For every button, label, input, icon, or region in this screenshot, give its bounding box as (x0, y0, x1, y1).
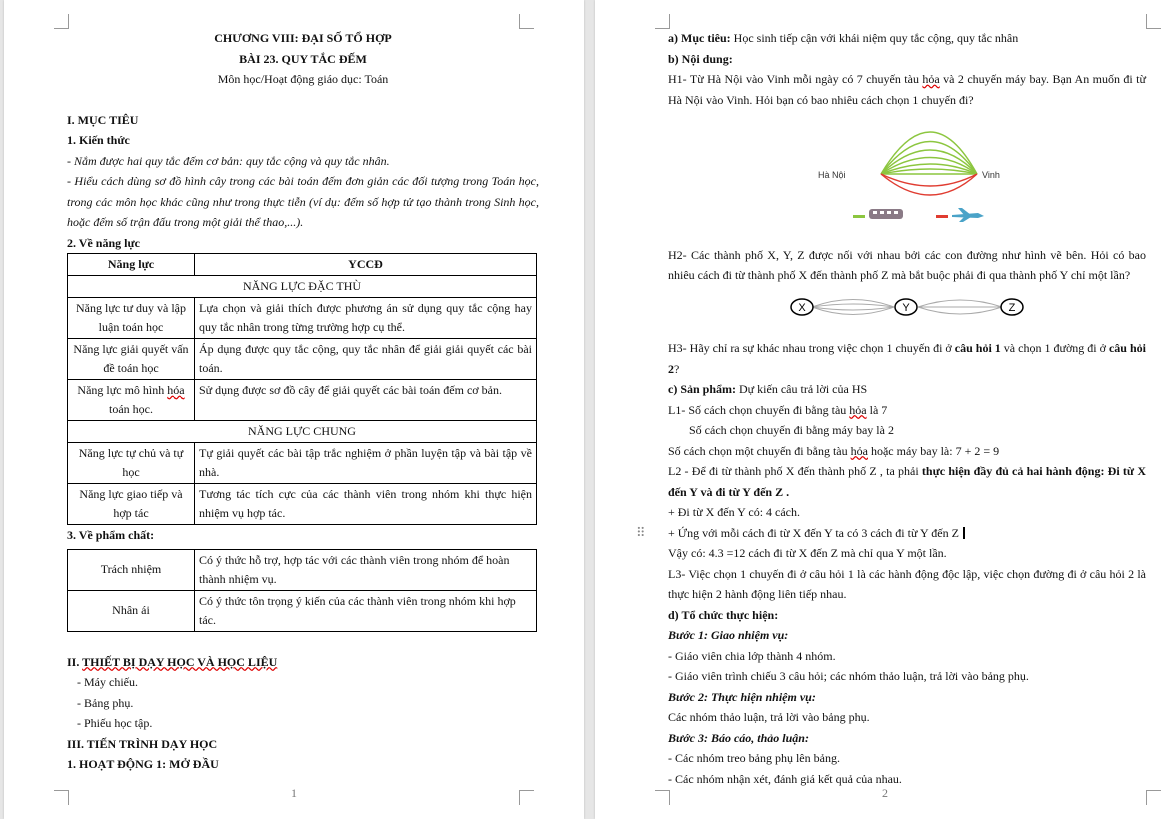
step-3-heading: Bước 3: Báo cáo, thảo luận: (668, 730, 809, 745)
answer-3: L3- Việc chọn 1 chuyến đi ở câu hỏi 1 là các hành động độc lập, việc chọn đường đi ở câu hỏi 2 là thực hiện 2 hành động liên tiếp nhau. (668, 566, 1146, 601)
knowledge-item: - Hiểu cách dùng sơ đồ hình cây trong các bài toán đếm đơn giản các đối tượng trong Toán học, trong các môn học khác cũng như trong thực tiễn (ví dụ: đếm số hợp tử tạo thành trong Sinh học, hoặc đếm số trận đấu trong một giải thể thao,...). (67, 174, 539, 229)
node-label-z: Z (1008, 301, 1016, 314)
competency-requirement: Áp dụng được quy tắc cộng, quy tắc nhân để giải giải quyết các bài toán. (195, 339, 537, 380)
competency-requirement: Tự giải quyết các bài tập trắc nghiệm ở phần luyện tập và bài tập về nhà. (195, 443, 537, 484)
competency-name: Năng lực tư duy và lập luận toán học (68, 298, 195, 339)
roads-x-y (812, 299, 894, 314)
table-group-heading: NĂNG LỰC ĐẶC THÙ (68, 276, 537, 298)
text-run: II. (67, 654, 83, 669)
spelling-flag: hỏa (922, 72, 940, 86)
city-label-vinh: Vinh (982, 170, 1000, 180)
text-run: Số cách chọn một chuyến đi bằng tàu (668, 443, 851, 458)
page-1-content[interactable] (67, 28, 539, 775)
step-item: - Các nhóm treo bảng phụ lên bảng. (668, 751, 840, 765)
text-cursor (963, 527, 965, 539)
activity-heading: 1. HOẠT ĐỘNG 1: MỞ ĐẦU (67, 757, 219, 771)
question-1 (668, 69, 1146, 110)
quality-description: Có ý thức hỗ trợ, hợp tác với các thành viên trong nhóm để hoàn thành nhiệm vụ. (195, 549, 537, 590)
route-diagram-hanoi-vinh (668, 114, 1146, 234)
knowledge-item: - Nắm được hai quy tắc đếm cơ bản: quy tắc cộng và quy tắc nhân. (67, 153, 390, 168)
text-run: câu hỏi 1 (954, 341, 1001, 355)
text-run: toán học. (109, 402, 153, 416)
competency-requirement: Lựa chọn và giải thích được phương án sử dụng quy tắc cộng hay quy tắc nhân trong từng trường hợp cụ thể. (195, 298, 537, 339)
step-item: Các nhóm thảo luận, trả lời vào bảng phụ. (668, 710, 870, 724)
route-diagram-xyz (668, 290, 1146, 326)
answer-1 (668, 400, 1146, 421)
competency-table (67, 253, 537, 525)
label: c) Sản phẩm: (668, 382, 737, 396)
table-row (68, 298, 537, 339)
flight-routes (881, 174, 977, 195)
competency-name: Năng lực tự chủ và tự học (68, 443, 195, 484)
heading-competency: 2. Về năng lực (67, 235, 140, 250)
node-label-x: X (798, 301, 806, 314)
text-run: L2 - Để đi từ thành phố X đến thành phố Z , ta phải (668, 464, 922, 478)
text-run: Dự kiến câu trả lời của HS (736, 382, 868, 396)
equipment-item: - Máy chiếu. (77, 675, 138, 689)
equipment-item: - Bảng phụ. (77, 695, 134, 710)
question-2: H2- Các thành phố X, Y, Z được nối với nhau bởi các con đường như hình vẽ bên. Hỏi có bao nhiêu cách đi từ thành phố X đến thành phố Z mà bắt buộc phải đi qua thành phố Y chỉ một lần? (668, 247, 1146, 282)
text-run: và chọn 1 đường đi ở (1000, 341, 1109, 355)
text-run: H1- Từ Hà Nội vào Vinh mỗi ngày có 7 chuyến tàu (668, 72, 923, 86)
airplane-icon (952, 208, 984, 222)
table-row (68, 339, 537, 380)
text-run: là 7 (866, 402, 888, 417)
train-routes (881, 132, 977, 174)
answer-2-result: Vậy có: 4.3 =12 cách đi từ X đến Z mà chỉ qua Y một lần. (668, 546, 947, 560)
crop-mark (655, 14, 670, 29)
page-number: 2 (882, 786, 888, 800)
step-1-heading: Bước 1: Giao nhiệm vụ: (668, 628, 789, 642)
lesson-title: BÀI 23. QUY TẮC ĐẾM (239, 51, 367, 66)
text-run: hoặc máy bay là: 7 + 2 = 9 (867, 443, 1000, 458)
text-run: + Ứng với mỗi cách đi từ X đến Y ta có 3 cách đi từ Y đến Z (668, 525, 959, 540)
equipment-item: - Phiếu học tập. (77, 716, 153, 730)
table-row (68, 484, 537, 525)
text-run: và 2 chuyến máy bay. Bạn An muốn đi từ Hà Nội vào Vinh. Hỏi bạn có bao nhiêu cách chọn 1 chuyến đi? (668, 72, 1146, 107)
text-run: ? (674, 361, 680, 376)
page-1 (4, 0, 584, 819)
text-run: câu hỏi 2 (668, 341, 1146, 376)
quality-description: Có ý thức tôn trọng ý kiến của các thành viên trong nhóm khi hợp tác. (195, 590, 537, 631)
chapter-title: CHƯƠNG VIII: ĐẠI SỐ TỔ HỢP (214, 31, 392, 45)
crop-mark (519, 14, 534, 29)
competency-name (68, 380, 195, 421)
competency-requirement: Sử dụng được sơ đồ cây để giải quyết các bài toán đếm cơ bản. (195, 380, 537, 421)
drag-handle-icon[interactable]: ⠿ (636, 524, 644, 540)
train-icon (869, 209, 903, 219)
answer-2-step: + Đi từ X đến Y có: 4 cách. (668, 505, 801, 519)
spelling-flag: hỏa (850, 443, 868, 458)
legend-red-line (936, 215, 948, 218)
text-run: H3- Hãy chỉ ra sự khác nhau trong việc chọn 1 chuyến đi ở (668, 341, 955, 355)
quality-name: Trách nhiệm (68, 549, 195, 590)
roads-y-z (918, 300, 1002, 314)
product-line (668, 379, 1146, 400)
text-run: Năng lực mô hình (77, 383, 168, 397)
page-2-content[interactable] (636, 28, 1146, 789)
table-row (68, 549, 537, 590)
spelling-flag: hỏa (849, 402, 867, 417)
question-3 (668, 338, 1146, 379)
answer-2 (668, 461, 1146, 502)
legend-green-line (853, 215, 865, 218)
table-row (68, 443, 537, 484)
table-group-heading: NĂNG LỰC CHUNG (68, 421, 537, 443)
content-label: b) Nội dung: (668, 51, 733, 66)
section-process: III. TIẾN TRÌNH DẠY HỌC (67, 736, 218, 751)
organization-label: d) Tổ chức thực hiện: (668, 607, 779, 622)
qualities-table (67, 549, 537, 632)
text-run: L1- Số cách chọn chuyến đi bằng tàu (668, 402, 850, 417)
competency-name: Năng lực giải quyết vấn đề toán học (68, 339, 195, 380)
step-item: - Giáo viên chia lớp thành 4 nhóm. (668, 648, 836, 663)
section-equipment (67, 652, 539, 673)
spelling-flag: THIẾT BỊ DẠY HỌC VÀ HỌC LIỆU (82, 654, 278, 669)
crop-mark (1146, 14, 1161, 29)
table-header: Năng lực (68, 254, 195, 276)
crop-mark (54, 14, 69, 29)
city-label-hanoi: Hà Nội (818, 170, 846, 180)
node-label-y: Y (902, 301, 910, 314)
answer-2-step[interactable] (636, 523, 1146, 544)
answer-1-total (668, 441, 1146, 462)
section-objectives: I. MỤC TIÊU (67, 112, 139, 127)
page-number: 1 (291, 786, 297, 800)
text-run: Học sinh tiếp cận với khái niệm quy tắc cộng, quy tắc nhân (730, 31, 1019, 45)
text-run: thực hiện đầy đủ cả hai hành động: Đi từ X đến Y và đi từ Y đến Z . (668, 464, 1146, 499)
objective-line (668, 28, 1146, 49)
competency-requirement: Tương tác tích cực của các thành viên trong nhóm khi thực hiện nhiệm vụ hợp tác. (195, 484, 537, 525)
table-row (68, 380, 537, 421)
step-item: - Giáo viên trình chiếu 3 câu hỏi; các nhóm thảo luận, trả lời vào bảng phụ. (668, 669, 1029, 683)
spelling-flag: hóa (167, 383, 185, 397)
heading-knowledge: 1. Kiến thức (67, 133, 130, 147)
subject-line: Môn học/Hoạt động giáo dục: Toán (217, 72, 389, 86)
competency-name: Năng lực giao tiếp và hợp tác (68, 484, 195, 525)
step-item: - Các nhóm nhận xét, đánh giá kết quả của nhau. (668, 771, 902, 786)
label: a) Mục tiêu: (668, 31, 731, 45)
step-2-heading: Bước 2: Thực hiện nhiệm vụ: (668, 689, 816, 704)
table-row (68, 590, 537, 631)
heading-qualities: 3. Về phẩm chất: (67, 528, 155, 542)
table-header: YCCĐ (195, 254, 537, 276)
page-2 (595, 0, 1175, 819)
quality-name: Nhân ái (68, 590, 195, 631)
answer-1-line: Số cách chọn chuyến đi bằng máy bay là 2 (689, 423, 894, 437)
